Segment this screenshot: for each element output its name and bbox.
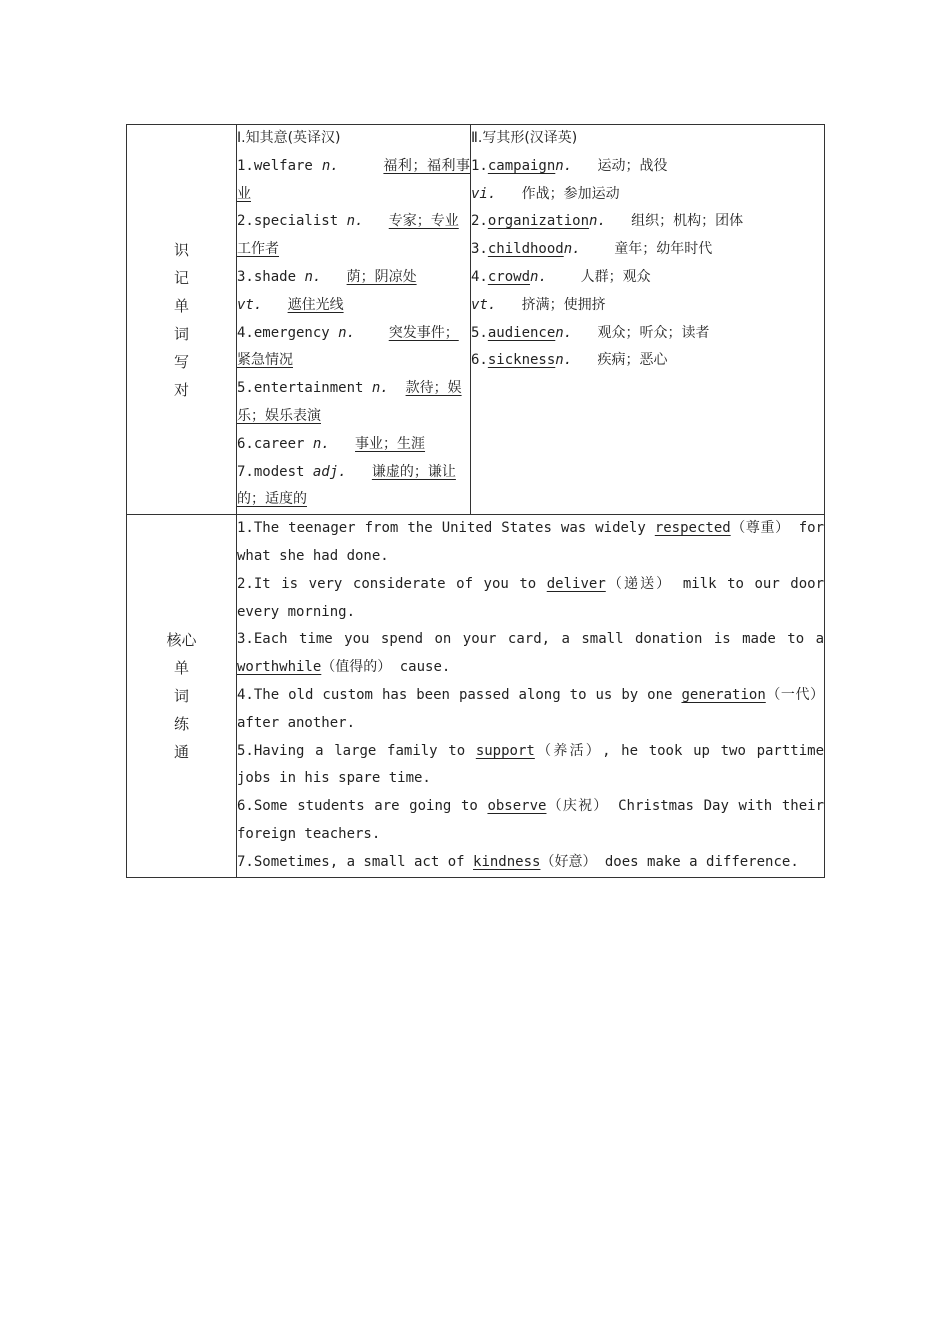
list-item: 1.welfare n. 福利；福利事业 (237, 157, 470, 202)
list-item: 3.childhoodn. 童年；幼年时代 (471, 241, 713, 258)
list-item: 4.emergency n. 突发事件；紧急情况 (237, 324, 459, 369)
list-item-continued: vt. 挤满；使拥挤 (471, 296, 606, 313)
list-item: 1.campaignn. 运动；战役 (471, 157, 668, 174)
answer: observe (487, 798, 547, 815)
list-item: 2.organizationn. 组织；机构；团体 (471, 213, 744, 230)
list-item: 3.shade n. 荫；阴凉处 (237, 268, 417, 285)
part1-heading: Ⅰ.知其意(英译汉) (237, 130, 341, 146)
answer: organization (487, 213, 590, 230)
list-item: 6.career n. 事业；生涯 (237, 435, 426, 452)
sentence-item: 3.Each time you spend on your card, a small donation is made to a worthwhile（值得的） cause. (237, 631, 824, 676)
answer: kindness (473, 853, 541, 870)
sentence-item: 4.The old custom has been passed along to us by one generation（一代） after another. (237, 686, 825, 731)
sentence-item: 2.It is very considerate of you to deliver（递送） milk to our door every morning. (237, 575, 825, 620)
list-item: 2.specialist n. 专家；专业工作者 (237, 213, 459, 258)
answer: childhood (487, 241, 564, 258)
list-item: 5.audiencen. 观众；听众；读者 (471, 324, 710, 341)
list-item-continued: vt. 遮住光线 (237, 296, 344, 313)
answer: 荫；阴凉处 (346, 268, 417, 285)
part2-heading: Ⅱ.写其形(汉译英) (471, 130, 578, 146)
answer: audience (487, 324, 556, 341)
sentence-item: 1.The teenager from the United States was widely respected（尊重） for what she had done. (237, 520, 825, 564)
sentence-practice-cell (237, 515, 825, 877)
section-core-practice (127, 515, 825, 877)
section-recognize-words (127, 125, 825, 515)
answer: respected (654, 520, 731, 537)
answer: campaign (487, 157, 556, 174)
answer: 突发事件；紧急情况 (237, 324, 459, 369)
answer: support (475, 742, 535, 759)
answer: worthwhile (237, 659, 322, 676)
answer: generation (681, 686, 766, 703)
english-to-chinese-cell (237, 125, 471, 515)
answer: 遮住光线 (287, 296, 344, 313)
answer: 谦虚的；谦让的；适度的 (237, 463, 456, 508)
section1-label: 识 记 单 词 写 对 (127, 125, 237, 515)
answer: 事业；生涯 (355, 435, 426, 452)
chinese-to-english-cell (471, 125, 825, 515)
answer: crowd (487, 268, 531, 285)
answer: sickness (487, 352, 556, 369)
answer: deliver (546, 575, 606, 592)
sentence-item: 6.Some students are going to observe（庆祝） Christmas Day with their foreign teachers. (237, 798, 825, 842)
answer: 福利；福利事业 (237, 157, 470, 202)
vocabulary-table (126, 124, 825, 878)
section2-label: 核心 单 词 练 通 (127, 515, 237, 877)
list-item: 5.entertainment n. 款待；娱乐；娱乐表演 (237, 380, 462, 424)
answer: 专家；专业工作者 (237, 213, 459, 258)
list-item: 6.sicknessn. 疾病；恶心 (471, 352, 668, 369)
sentence-item: 7.Sometimes, a small act of kindness（好意） does make a difference. (237, 853, 799, 870)
list-item: 7.modest adj. 谦虚的；谦让的；适度的 (237, 463, 456, 508)
sentence-item: 5.Having a large family to support（养活）, he took up two parttime jobs in his spare time. (237, 742, 825, 787)
list-item: 4.crowdn. 人群；观众 (471, 268, 651, 285)
answer: 款待；娱乐；娱乐表演 (237, 380, 462, 424)
list-item-continued: vi. 作战；参加运动 (471, 185, 620, 202)
